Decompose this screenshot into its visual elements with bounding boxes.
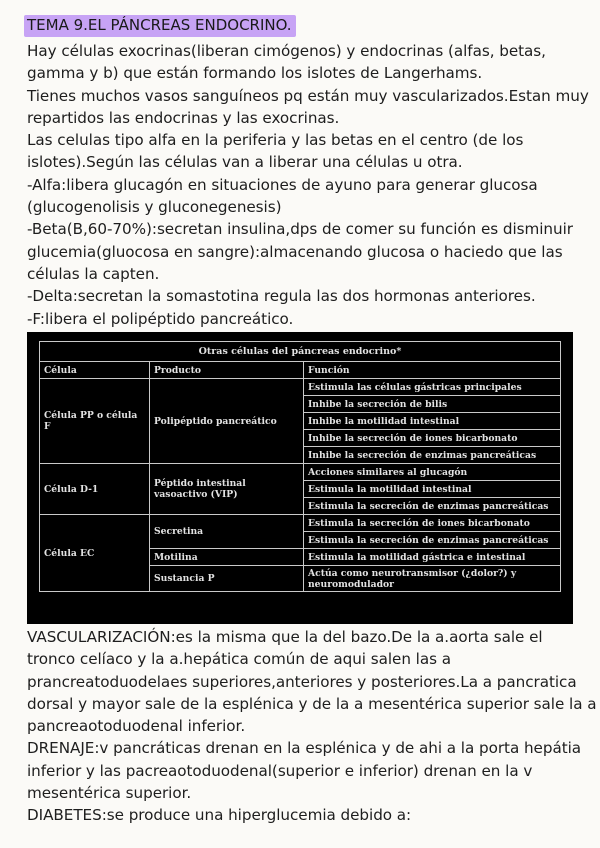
- pancreas-cells-table-image: [27, 332, 573, 624]
- header-cell: Célula: [40, 362, 150, 379]
- function-cell: Inhibe la secreción de bilis: [304, 396, 561, 413]
- function-cell: Estimula la secreción de enzimas pancreáticas: [304, 498, 561, 515]
- function-cell: Inhibe la secreción de iones bicarbonato: [304, 430, 561, 447]
- text-line: pancreaotoduodenal inferior.: [27, 717, 246, 736]
- product-pp: Polipéptido pancreático: [150, 379, 304, 464]
- function-cell: Estimula la secreción de enzimas pancreáticas: [304, 532, 561, 549]
- function-cell: Actúa como neurotransmisor (¿dolor?) y neuromodulador: [304, 566, 561, 592]
- text-line: inferior y las pacreaotoduodenal(superior e inferior) drenan en la v: [27, 761, 533, 780]
- product-motilina: Motilina: [150, 549, 304, 566]
- text-line: mesentérica superior.: [27, 784, 192, 803]
- title-wrap: [24, 15, 296, 37]
- text-line: VASCULARIZACIÓN:es la misma que la del bazo.De la a.aorta sale el: [27, 628, 543, 646]
- table-row: [40, 464, 561, 481]
- text-line: -F:libera el polipéptido pancreático.: [27, 309, 294, 328]
- text-line: dorsal y mayor sale de la esplénica y de la a mesentérica superior sale la a: [27, 694, 597, 713]
- text-line: Las celulas tipo alfa en la periferia y las betas en el centro (de los: [27, 131, 524, 150]
- text-line: -Beta(B,60-70%):secretan insulina,dps de comer su función es disminuir: [27, 220, 573, 239]
- text-line: tronco celíaco y la a.hepática común de aqui salen las a: [27, 650, 452, 669]
- header-function: Función: [304, 362, 561, 379]
- text-line: Hay células exocrinas(liberan cimógenos) y endocrinas (alfas, betas,: [27, 42, 546, 60]
- text-line: glucemia(gluocosa en sangre):almacenando glucosa o haciedo que las: [27, 242, 563, 261]
- text-line: DIABETES:se produce una hiperglucemia debido a:: [27, 806, 412, 825]
- function-cell: Inhibe la motilidad intestinal: [304, 413, 561, 430]
- page-title: TEMA 9.EL PÁNCREAS ENDOCRINO.: [24, 15, 296, 37]
- table-caption: Otras células del páncreas endocrino*: [40, 342, 561, 362]
- text-line: repartidos las endocrinas y las exocrinas.: [27, 108, 340, 127]
- header-product: Producto: [150, 362, 304, 379]
- cell-d1: Célula D-1: [40, 464, 150, 515]
- function-cell: Estimula la motilidad intestinal: [304, 481, 561, 498]
- text-line: DRENAJE:v pancráticas drenan en la esplénica y de ahi a la porta hepátia: [27, 739, 582, 758]
- table-header-row: [40, 362, 561, 379]
- text-line: gamma y b) que están formando los islotes de Langerhams.: [27, 64, 483, 83]
- intro-text: [27, 40, 587, 330]
- function-cell: Inhibe la secreción de enzimas pancreáticas: [304, 447, 561, 464]
- outro-text: [27, 626, 597, 827]
- text-line: (glucogenolisis y gluconegenesis): [27, 198, 282, 217]
- product-sustancia-p: Sustancia P: [150, 566, 304, 592]
- product-vip: Péptido intestinal vasoactivo (VIP): [150, 464, 304, 515]
- text-line: células la capten.: [27, 264, 160, 283]
- text-line: islotes).Según las células van a liberar una células u otra.: [27, 153, 463, 172]
- function-cell: Acciones similares al glucagón: [304, 464, 561, 481]
- text-line: Tienes muchos vasos sanguíneos pq están muy vascularizados.Estan muy: [27, 86, 589, 105]
- text-line: -Delta:secretan la somastotina regula las dos hormonas anteriores.: [27, 287, 536, 306]
- text-line: prancreatoduodelaes superiores,anteriores y posteriores.La a pancratica: [27, 672, 577, 691]
- table-row: [40, 379, 561, 396]
- function-cell: Estimula la motilidad gástrica e intestinal: [304, 549, 561, 566]
- text-line: -Alfa:libera glucagón en situaciones de ayuno para generar glucosa: [27, 175, 538, 194]
- product-secretina: Secretina: [150, 515, 304, 549]
- cell-pp: Célula PP o célula F: [40, 379, 150, 464]
- cell-ec: Célula EC: [40, 515, 150, 592]
- table-row: [40, 515, 561, 532]
- function-cell: Estimula las células gástricas principales: [304, 379, 561, 396]
- function-cell: Estimula la secreción de iones bicarbonato: [304, 515, 561, 532]
- pancreas-cells-table: [39, 341, 561, 592]
